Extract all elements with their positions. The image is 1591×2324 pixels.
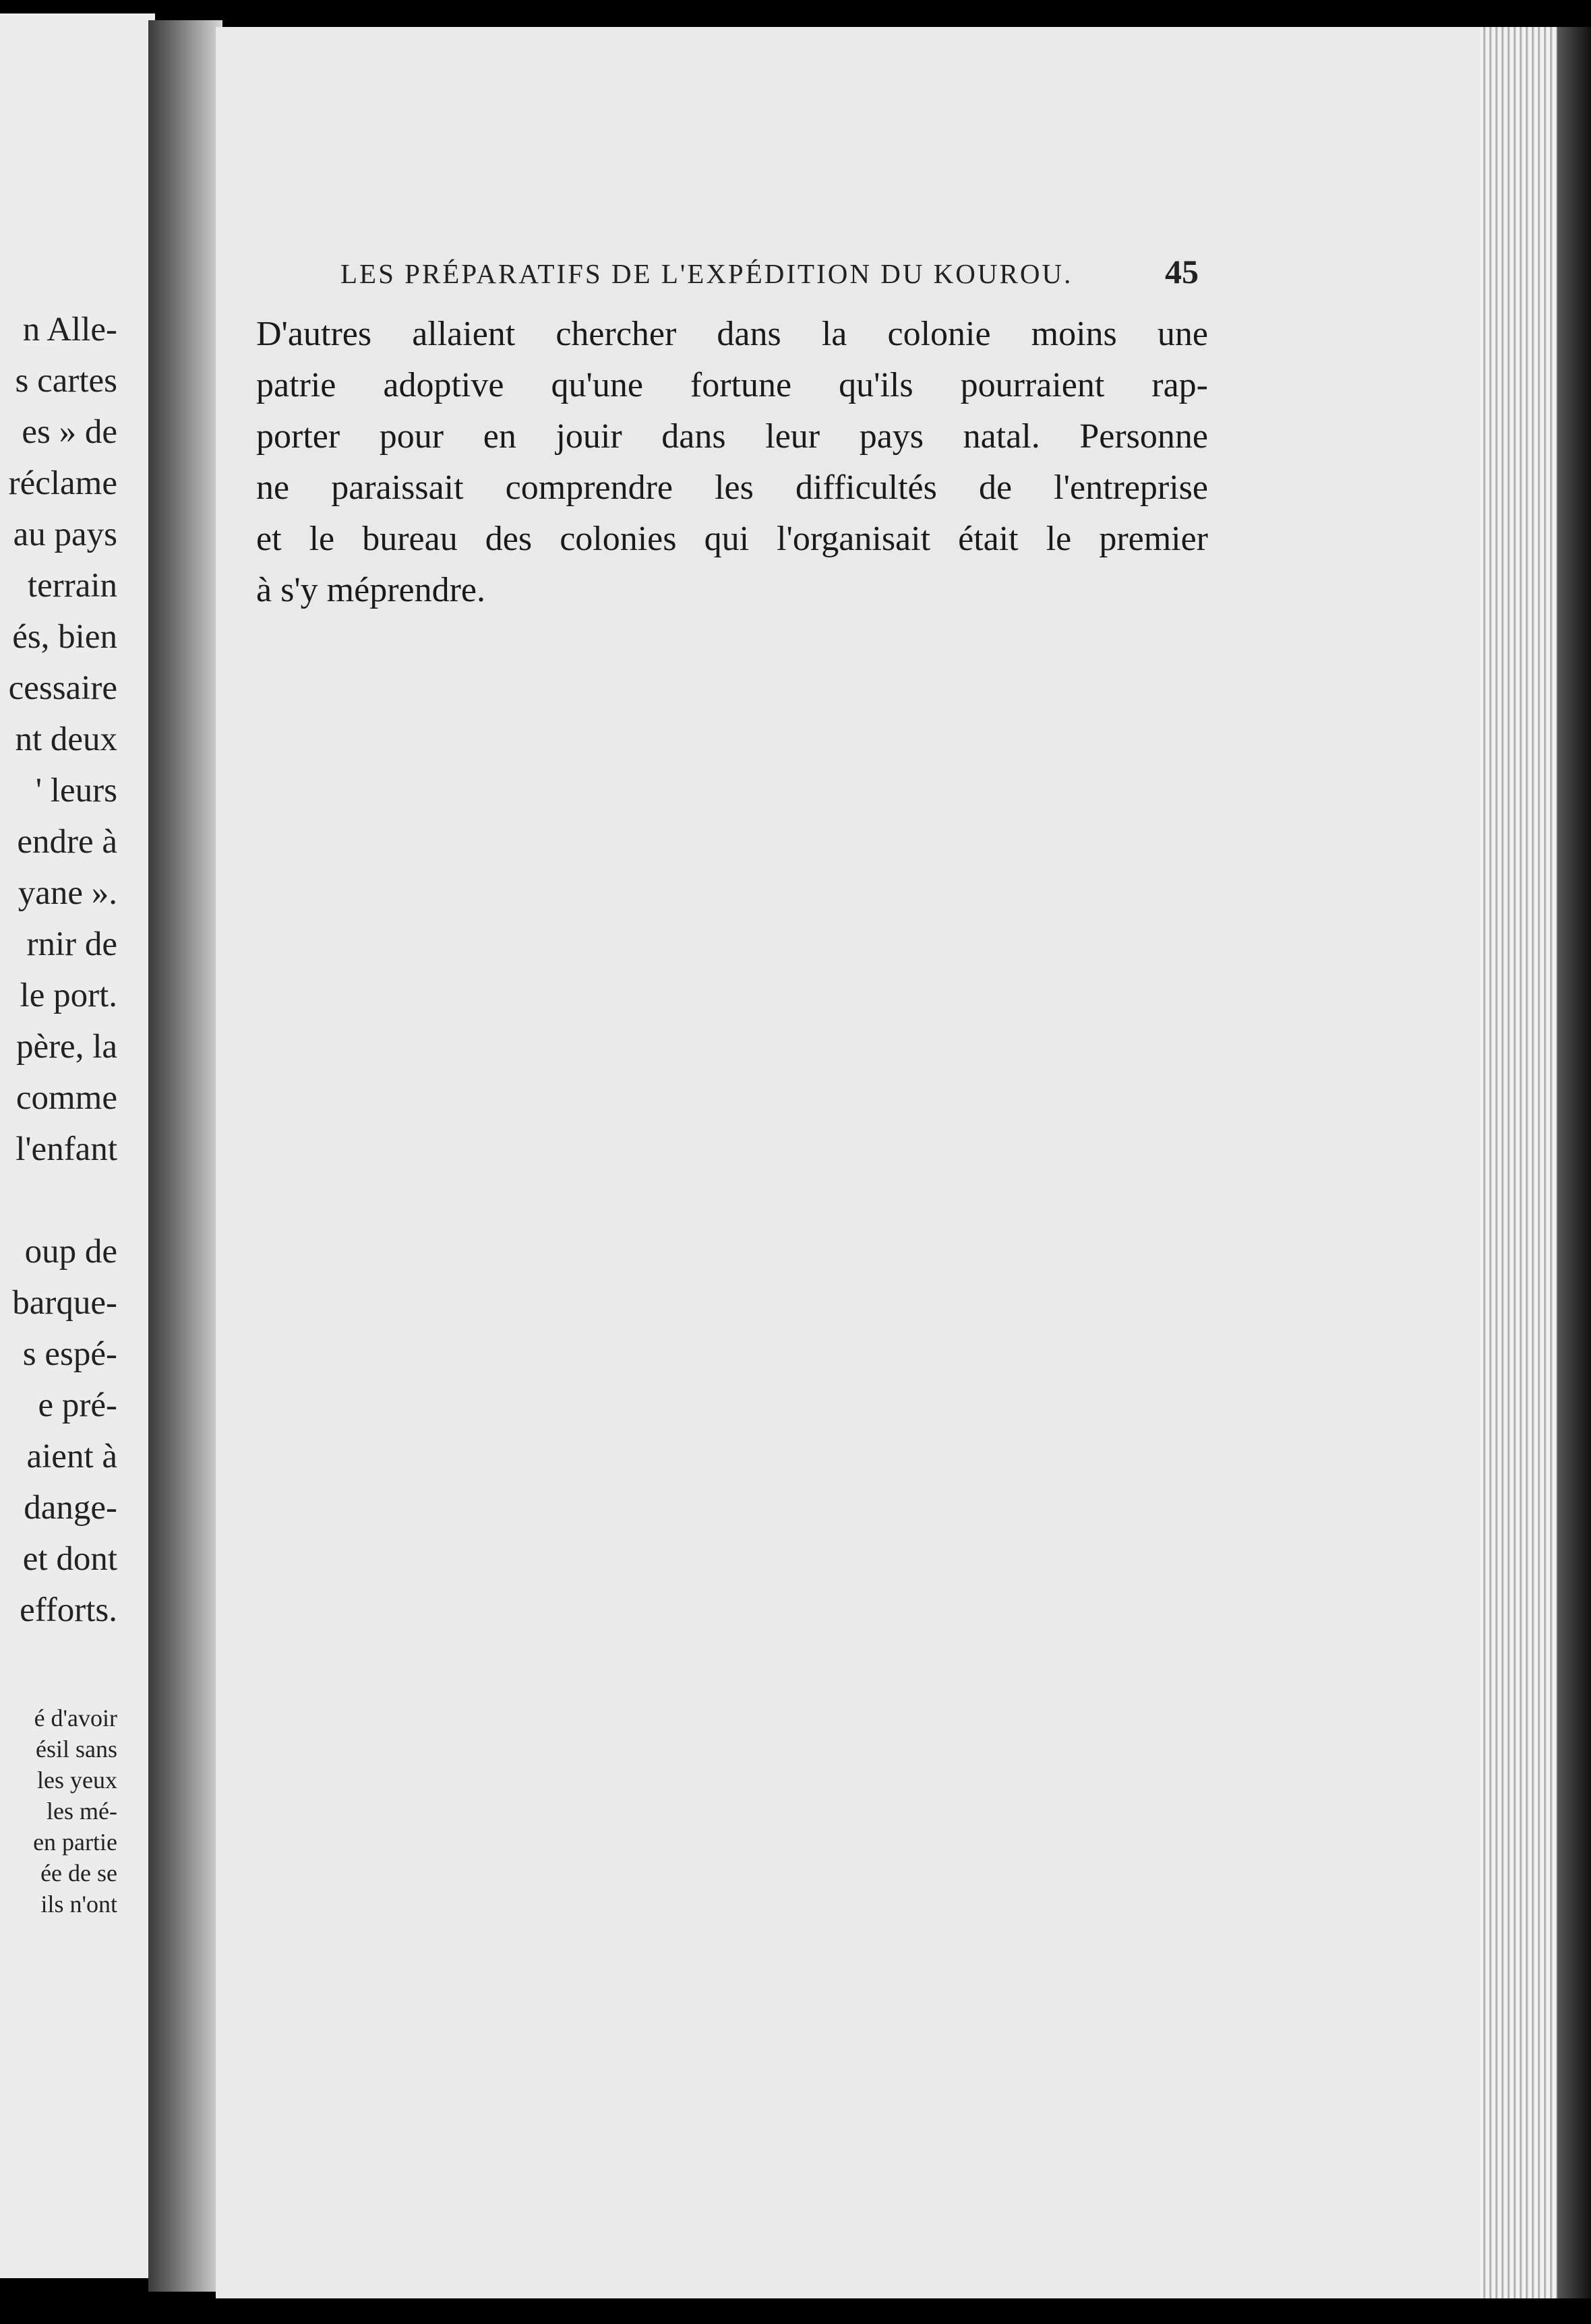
left-line: yane ».: [18, 874, 117, 912]
body-line: ne paraissait comprendre les difficultés de l'entreprise: [256, 468, 1208, 507]
left-line: rnir de: [26, 925, 117, 963]
left-line: père, la: [16, 1028, 117, 1066]
left-line: efforts.: [20, 1591, 117, 1629]
left-footnote-line: les yeux: [37, 1767, 117, 1794]
left-footnote-line: en partie: [33, 1829, 117, 1856]
left-line: aient à: [26, 1438, 117, 1475]
left-line: au pays: [13, 516, 117, 553]
left-line: endre à: [17, 823, 117, 861]
left-line: terrain: [27, 567, 117, 605]
running-head: LES PRÉPARATIFS DE L'EXPÉDITION DU KOUROU.: [340, 258, 1073, 289]
left-line: és, bien: [12, 618, 117, 656]
left-line: n Alle-: [22, 311, 117, 348]
left-footnote-line: ils n'ont: [40, 1891, 117, 1918]
left-line: l'enfant: [16, 1130, 117, 1168]
left-page: [0, 13, 155, 2278]
body-paragraph: [256, 309, 1208, 616]
left-footnote-line: ésil sans: [36, 1736, 117, 1763]
body-line: porter pour en jouir dans leur pays natal. Personne: [256, 417, 1208, 456]
left-footnote-line: les mé-: [47, 1798, 117, 1825]
left-line: cessaire: [8, 669, 117, 707]
left-line: réclame: [8, 464, 117, 502]
left-line: es » de: [22, 413, 117, 451]
body-line: patrie adoptive qu'une fortune qu'ils pourraient rap-: [256, 366, 1208, 404]
left-line: ' leurs: [35, 772, 117, 809]
scan-top-border: [0, 0, 1591, 27]
left-footnote-line: é d'avoir: [34, 1705, 117, 1732]
body-line: à s'y méprendre.: [256, 571, 486, 609]
book-gutter-shadow: [148, 20, 222, 2292]
left-line: barque-: [12, 1284, 117, 1322]
left-line: s espé-: [22, 1335, 117, 1373]
left-line: s cartes: [15, 362, 117, 400]
left-line: oup de: [24, 1233, 117, 1271]
stacked-page-edges: [1480, 27, 1591, 2312]
left-line: comme: [16, 1079, 117, 1117]
scan-bottom-border: [0, 2298, 1591, 2324]
body-line: D'autres allaient chercher dans la colonie moins une: [256, 315, 1208, 353]
body-line: et le bureau des colonies qui l'organisait était le premier: [256, 520, 1208, 558]
left-line: nt deux: [15, 721, 117, 758]
left-footnote-line: ée de se: [40, 1860, 117, 1887]
left-line: le port.: [20, 977, 117, 1014]
left-line: e pré-: [38, 1386, 117, 1424]
left-line: et dont: [22, 1540, 117, 1578]
page-number: 45: [1165, 253, 1199, 290]
left-line: dange-: [24, 1489, 117, 1527]
